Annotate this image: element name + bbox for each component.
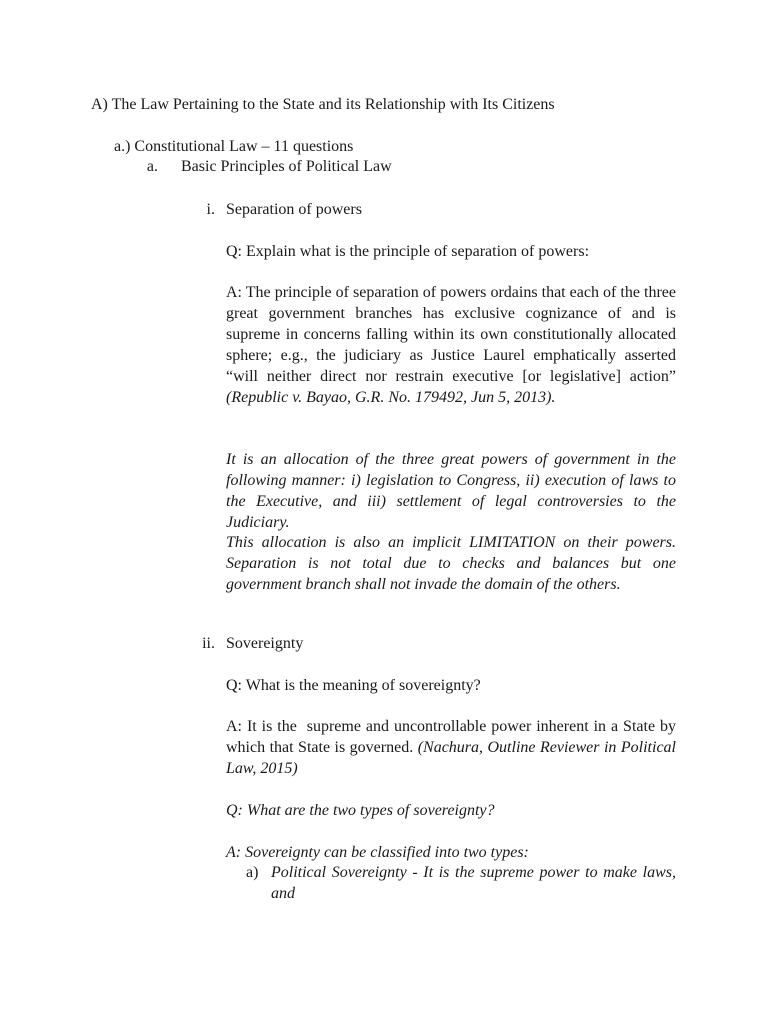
allocation-note: It is an allocation of the three great powers of government in the following manner: i) legislation to Congress, ii) execution of laws to the Executive, and iii) settlement of legal controversies to the Judiciary. — [226, 451, 676, 531]
answer-separation — [226, 282, 676, 408]
answer-body: A: It is the supreme and uncontrollable power inherent in a State by which that State is governed. — [226, 718, 676, 756]
answer-body: A: The principle of separation of powers ordains that each of the three great government branches has exclusive cognizance of and is supreme in concerns falling within its own constitutionally allocated sphere; e.g., the judiciary as Justice Laurel emphatically asserted “will neither direct nor restrain executive [or legislative] action” — [226, 284, 676, 385]
question-sovereignty: Q: What is the meaning of sovereignty? — [226, 677, 481, 694]
answer-citation: (Nachura, Outline Reviewer in Political Law, 2015) — [226, 739, 676, 777]
list-marker: i. — [206, 201, 215, 218]
constitutional-law-heading: a.) Constitutional Law – 11 questions — [114, 138, 354, 155]
list-item-text: Political Sovereignty - It is the supreme power to make laws, and — [271, 864, 676, 902]
answer-sovereignty — [226, 716, 676, 779]
list-item-text: Basic Principles of Political Law — [181, 158, 392, 175]
heading: A) The Law Pertaining to the State and its Relationship with Its Citizens — [91, 96, 555, 113]
list-marker: a) — [246, 864, 259, 881]
list-marker: a. — [146, 158, 158, 175]
answer-types: A: Sovereignty can be classified into two types: — [226, 844, 529, 861]
answer-citation: (Republic v. Bayao, G.R. No. 179492, Jun 5, 2013). — [226, 389, 556, 406]
list-marker: ii. — [202, 635, 215, 652]
section-title: Sovereignty — [226, 635, 304, 652]
question-separation: Q: Explain what is the principle of separation of powers: — [226, 243, 590, 260]
section-title: Separation of powers — [226, 201, 362, 218]
question-types: Q: What are the two types of sovereignty? — [226, 802, 495, 819]
limitation-note: This allocation is also an implicit LIMITATION on their powers. Separation is not total due to checks and balances but one government branch shall not invade the domain of the others. — [226, 534, 676, 593]
